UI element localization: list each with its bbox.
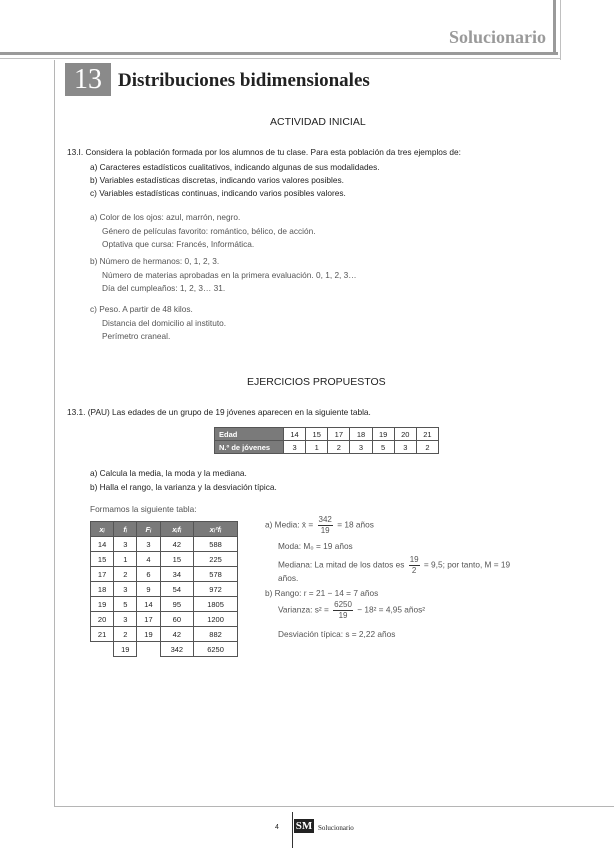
left-margin-rule	[54, 60, 55, 806]
table-row-label: Edad	[215, 428, 284, 441]
table-cell: 5	[114, 597, 137, 612]
table-cell: 34	[160, 567, 194, 582]
column-header: xᵢ	[91, 522, 114, 537]
list-item: b) Halla el rango, la varianza y la desviación típica.	[90, 482, 277, 492]
header-rule	[0, 52, 558, 55]
section-heading-ejercicios: EJERCICIOS PROPUESTOS	[247, 376, 386, 388]
solution-rango: b) Rango: r = 21 − 14 = 7 años	[265, 588, 379, 598]
table-cell: 972	[194, 582, 238, 597]
fraction-denominator: 2	[411, 566, 417, 575]
table-cell: 42	[160, 537, 194, 552]
table-cell: 20	[394, 428, 416, 441]
table-cell: 3	[350, 441, 372, 454]
table-cell: 1	[114, 552, 137, 567]
table-cell: 1200	[194, 612, 238, 627]
table-row	[91, 567, 238, 582]
table-header-row	[91, 522, 238, 537]
table-cell: 1805	[194, 597, 238, 612]
list-item: a) Calcula la media, la moda y la mediana.	[90, 468, 247, 478]
table-cell: 3	[394, 441, 416, 454]
fraction	[318, 515, 333, 536]
table-row	[215, 428, 439, 441]
table-row	[91, 612, 238, 627]
answer-line: b) Número de hermanos: 0, 1, 2, 3.	[90, 256, 220, 266]
answer-c	[90, 303, 226, 344]
question-items	[90, 466, 277, 494]
table-row	[91, 552, 238, 567]
table-cell: 15	[306, 428, 328, 441]
question-13-I	[67, 146, 461, 158]
solution-moda: Moda: M₀ = 19 años	[278, 541, 353, 551]
table-cell: 17	[328, 428, 350, 441]
solution-varianza	[278, 600, 425, 621]
question-label: 13.1.	[67, 407, 86, 417]
table-cell: 2	[416, 441, 438, 454]
list-item: b) Variables estadísticas discretas, indicando varios valores posibles.	[90, 175, 344, 185]
ages-table	[214, 427, 439, 454]
table-cell: 882	[194, 627, 238, 642]
question-label: 13.I.	[67, 147, 84, 157]
page-number: 4	[275, 824, 279, 831]
bottom-rule	[54, 806, 614, 807]
table-total: 19	[114, 642, 137, 657]
question-prompt: (PAU) Las edades de un grupo de 19 jóvenes aparecen en la siguiente tabla.	[87, 407, 371, 417]
chapter-number: 13	[65, 63, 111, 96]
solution-mediana	[278, 555, 510, 576]
table-cell: 3	[137, 537, 160, 552]
table-total: 6250	[194, 642, 238, 657]
column-header: Fᵢ	[137, 522, 160, 537]
header-corner-rule-thin	[560, 0, 561, 60]
fraction-numerator: 342	[318, 515, 332, 524]
footer-label: Solucionario	[318, 824, 354, 832]
table-cell: 588	[194, 537, 238, 552]
footer-divider	[292, 812, 293, 848]
answer-line: a) Color de los ojos: azul, marrón, negro.	[90, 212, 241, 222]
fraction-denominator: 19	[338, 611, 348, 620]
table-cell: 14	[91, 537, 114, 552]
fraction-numerator: 19	[409, 555, 419, 564]
answer-line: Perímetro craneal.	[102, 331, 171, 341]
answer-line: Día del cumpleaños: 1, 2, 3… 31.	[102, 283, 226, 293]
answer-line: Género de películas favorito: romántico, bélico, de acción.	[102, 225, 316, 236]
solution-text: Varianza: s² =	[278, 604, 329, 615]
table-totals-row	[91, 642, 238, 657]
list-item: a) Caracteres estadísticos cualitativos, indicando algunas de sus modalidades.	[90, 162, 380, 172]
table-cell: 2	[114, 627, 137, 642]
table-cell: 3	[114, 612, 137, 627]
table-cell: 19	[137, 627, 160, 642]
solution-mediana-cont: años.	[278, 573, 299, 583]
answer-b	[90, 255, 357, 296]
table-cell: 5	[372, 441, 394, 454]
table-cell	[91, 642, 114, 657]
table-cell	[137, 642, 160, 657]
solution-desviacion: Desviación típica: s = 2,22 años	[278, 629, 396, 639]
solution-text: = 18 años	[337, 519, 374, 530]
question-prompt: Considera la población formada por los alumnos de tu clase. Para esta población da tres ejemplos de:	[85, 147, 461, 157]
frequency-table	[90, 521, 238, 657]
answer-line: Optativa que cursa: Francés, Informática.	[102, 239, 255, 249]
table-cell: 225	[194, 552, 238, 567]
solution-text: = 9,5; por tanto, M = 19	[423, 559, 511, 570]
column-header: xᵢ²fᵢ	[194, 522, 238, 537]
answer-line: c) Peso. A partir de 48 kilos.	[90, 304, 193, 314]
table-cell: 21	[416, 428, 438, 441]
table-cell: 21	[91, 627, 114, 642]
table-cell: 2	[114, 567, 137, 582]
table-cell: 15	[160, 552, 194, 567]
section-heading-actividad: ACTIVIDAD INICIAL	[270, 116, 366, 128]
table-row-label: N.º de jóvenes	[215, 441, 284, 454]
table-cell: 6	[137, 567, 160, 582]
fraction-numerator: 6250	[334, 600, 352, 609]
table-cell: 578	[194, 567, 238, 582]
table-cell: 19	[91, 597, 114, 612]
answer-line: Distancia del domicilio al instituto.	[102, 317, 227, 328]
table-cell: 3	[114, 582, 137, 597]
table-cell: 3	[114, 537, 137, 552]
table-cell: 20	[91, 612, 114, 627]
table-cell: 18	[91, 582, 114, 597]
chapter-title: Distribuciones bidimensionales	[118, 70, 370, 91]
table-cell: 17	[91, 567, 114, 582]
table-row	[91, 627, 238, 642]
table-cell: 60	[160, 612, 194, 627]
solution-text: − 18² = 4,95 años²	[357, 604, 426, 615]
answer-a	[90, 211, 316, 252]
table-row	[215, 441, 439, 454]
solution-media	[265, 515, 374, 536]
table-cell: 1	[306, 441, 328, 454]
list-item: c) Variables estadísticas continuas, indicando varios posibles valores.	[90, 188, 346, 198]
table-cell: 9	[137, 582, 160, 597]
header-corner-rule	[553, 0, 556, 55]
table-cell: 18	[350, 428, 372, 441]
table-cell: 15	[91, 552, 114, 567]
fraction	[409, 555, 420, 576]
header-brand: Solucionario	[448, 27, 546, 47]
publisher-logo: SM	[295, 820, 313, 832]
column-header: fᵢ	[114, 522, 137, 537]
table-total: 342	[160, 642, 194, 657]
table-cell: 42	[160, 627, 194, 642]
table-cell: 54	[160, 582, 194, 597]
fraction	[333, 600, 353, 621]
column-header: xᵢfᵢ	[160, 522, 194, 537]
solution-text: a) Media: x̄ =	[265, 519, 314, 530]
table-row	[91, 537, 238, 552]
question-items	[90, 161, 380, 200]
table-cell: 95	[160, 597, 194, 612]
intro-text: Formamos la siguiente tabla:	[90, 504, 197, 514]
answer-line: Número de materias aprobadas en la primera evaluación. 0, 1, 2, 3…	[102, 269, 357, 280]
table-cell: 14	[137, 597, 160, 612]
question-13-1	[67, 406, 371, 418]
table-cell: 14	[284, 428, 306, 441]
table-row	[91, 582, 238, 597]
table-cell: 4	[137, 552, 160, 567]
table-cell: 17	[137, 612, 160, 627]
solution-text: Mediana: La mitad de los datos es	[278, 559, 405, 570]
fraction-denominator: 19	[320, 526, 330, 535]
table-row	[91, 597, 238, 612]
table-cell: 2	[328, 441, 350, 454]
table-cell: 19	[372, 428, 394, 441]
header-rule-thin	[0, 58, 561, 59]
table-cell: 3	[284, 441, 306, 454]
